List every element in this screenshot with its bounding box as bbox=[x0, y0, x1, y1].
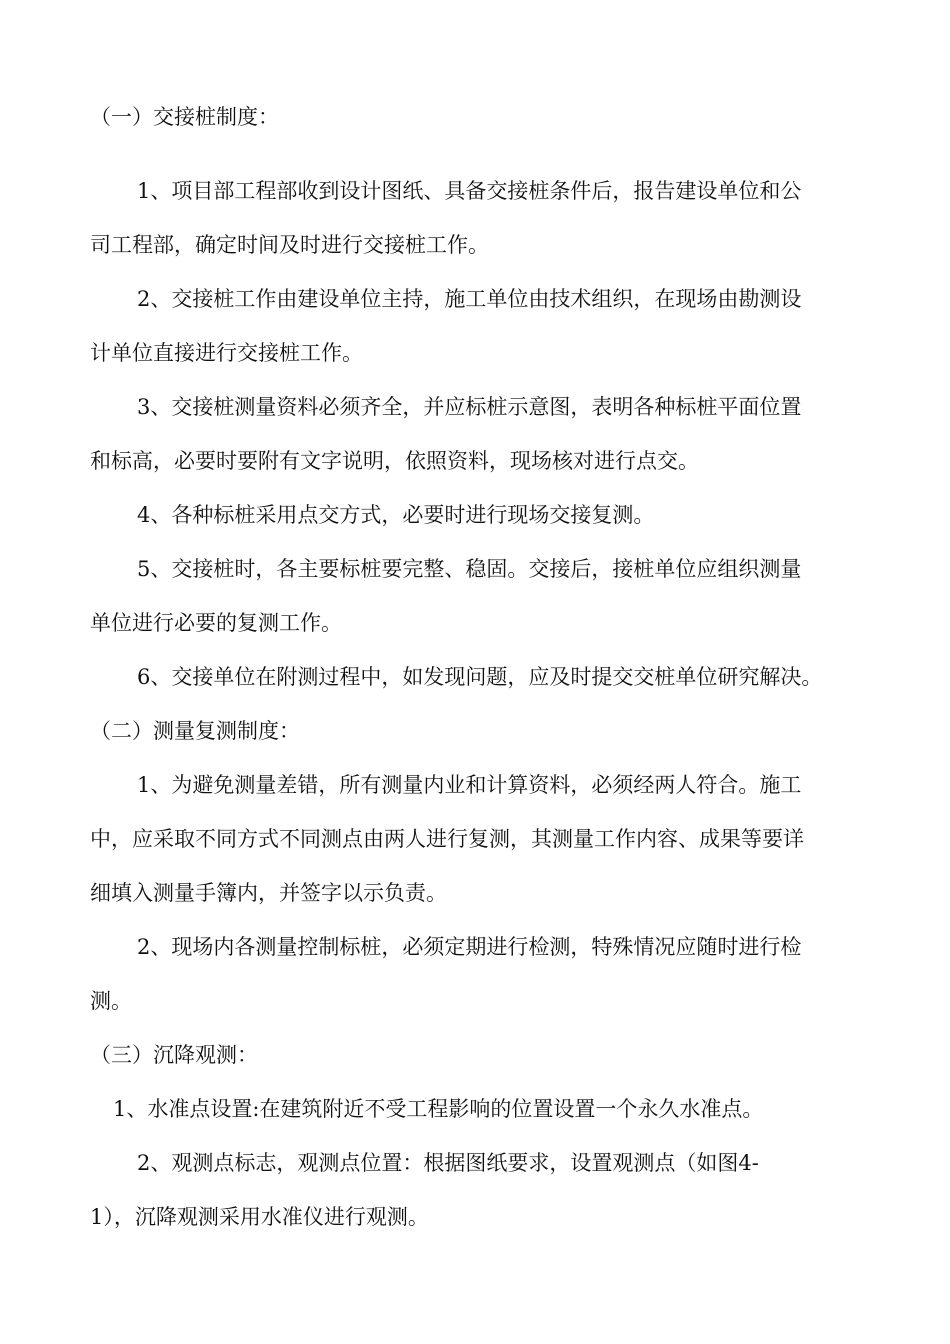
paragraph-line: 1、水准点设置:在建筑附近不受工程影响的位置设置一个永久水准点。 bbox=[113, 1097, 764, 1121]
paragraph-line: 细填入测量手簿内，并签字以示负责。 bbox=[90, 881, 447, 905]
section-heading-1: （一）交接桩制度： bbox=[90, 105, 279, 129]
paragraph-line: 单位进行必要的复测工作。 bbox=[90, 611, 342, 635]
paragraph-line: 2、现场内各测量控制标桩，必须定期进行检测，特殊情况应随时进行检 bbox=[137, 935, 802, 959]
paragraph-line: 6、交接单位在附测过程中，如发现问题，应及时提交交桩单位研究解决。 bbox=[137, 665, 823, 689]
paragraph-line: 和标高，必要时要附有文字说明，依照资料，现场核对进行点交。 bbox=[90, 449, 699, 473]
paragraph-line: 3、交接桩测量资料必须齐全，并应标桩示意图，表明各种标桩平面位置 bbox=[137, 395, 802, 419]
paragraph-line: 2、观测点标志，观测点位置：根据图纸要求，设置观测点（如图4- bbox=[137, 1151, 759, 1175]
paragraph-line: 测。 bbox=[90, 989, 132, 1013]
section-heading-2: （二）测量复测制度： bbox=[90, 719, 300, 743]
paragraph-line: 1），沉降观测采用水准仪进行观测。 bbox=[90, 1205, 429, 1229]
paragraph-line: 1、为避免测量差错，所有测量内业和计算资料，必须经两人符合。施工 bbox=[137, 773, 802, 797]
paragraph-line: 2、交接桩工作由建设单位主持，施工单位由技术组织，在现场由勘测设 bbox=[137, 287, 802, 311]
paragraph-line: 计单位直接进行交接桩工作。 bbox=[90, 341, 363, 365]
paragraph-line: 中，应采取不同方式不同测点由两人进行复测，其测量工作内容、成果等要详 bbox=[90, 827, 804, 851]
paragraph-line: 司工程部，确定时间及时进行交接桩工作。 bbox=[90, 233, 489, 257]
paragraph-line: 1、项目部工程部收到设计图纸、具备交接桩条件后，报告建设单位和公 bbox=[137, 179, 802, 203]
paragraph-line: 4、各种标桩采用点交方式，必要时进行现场交接复测。 bbox=[137, 503, 655, 527]
paragraph-line: 5、交接桩时，各主要标桩要完整、稳固。交接后，接桩单位应组织测量 bbox=[137, 557, 802, 581]
section-heading-3: （三）沉降观测： bbox=[90, 1043, 258, 1067]
